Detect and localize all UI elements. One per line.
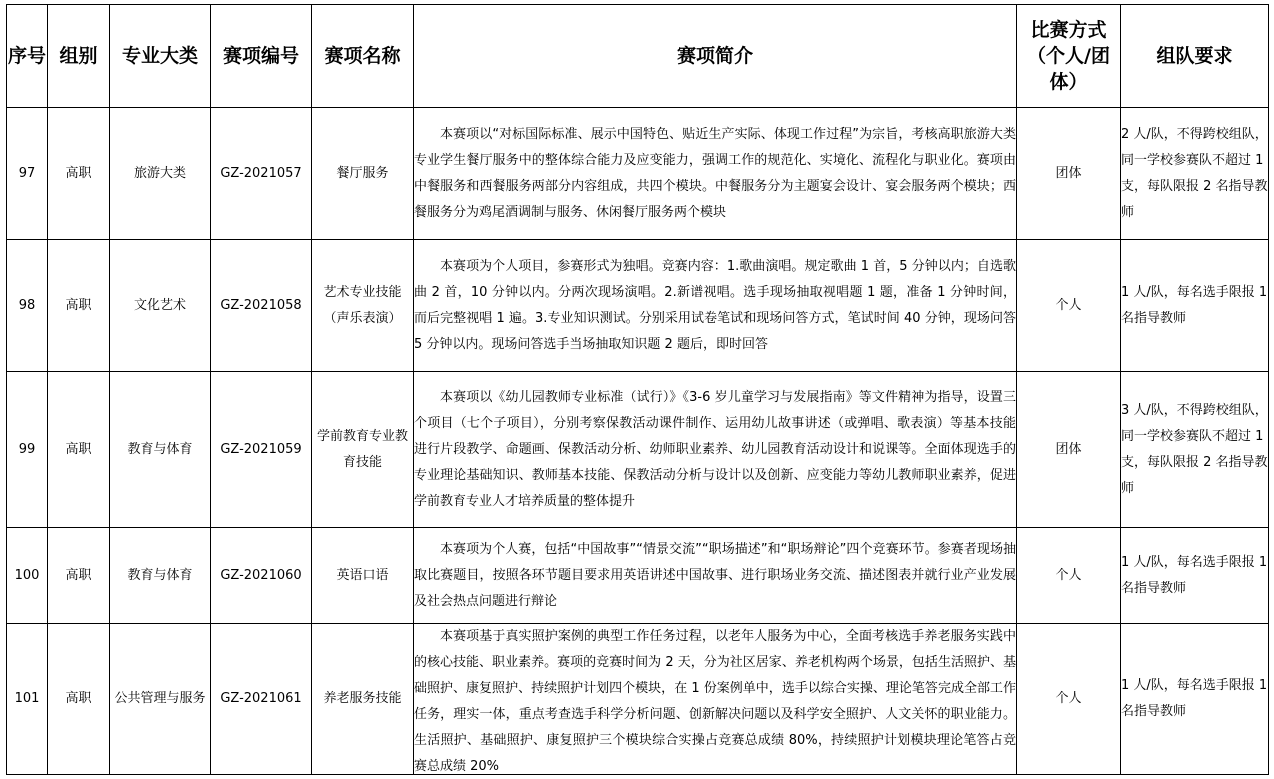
cell-mode: 个人	[1017, 528, 1121, 624]
cell-name: 英语口语	[312, 528, 414, 624]
table-row	[7, 240, 1269, 372]
table-row	[7, 372, 1269, 528]
cell-intro: 本赛项以《幼儿园教师专业标准（试行）》《3-6 岁儿童学习与发展指南》等文件精神为指导，设置三个项目（七个子项目），分别考察保教活动课件制作、运用幼儿故事讲述（或弹唱、歌表演）等基本技能进行片段教学、命题画、保教活动分析、幼师职业素养、幼儿园教育活动设计和说课等。全面体现选手的专业理论基础知识、教师基本技能、保教活动分析与设计以及创新、应变能力等幼儿教师职业素养，促进学前教育专业人才培养质量的整体提升	[414, 372, 1017, 528]
table-row	[7, 528, 1269, 624]
cell-intro: 本赛项为个人赛，包括“中国故事”“情景交流”“职场描述”和“职场辩论”四个竞赛环节。参赛者现场抽取比赛题目，按照各环节题目要求用英语讲述中国故事、进行职场业务交流、描述图表并就行业产业发展及社会热点问题进行辩论	[414, 528, 1017, 624]
cell-seq: 99	[7, 372, 48, 528]
cell-code: GZ-2021057	[211, 108, 312, 240]
cell-code: GZ-2021061	[211, 624, 312, 775]
header-team: 组队要求	[1121, 5, 1269, 108]
cell-intro: 本赛项以“对标国际标准、展示中国特色、贴近生产实际、体现工作过程”为宗旨，考核高职旅游大类专业学生餐厅服务中的整体综合能力及应变能力，强调工作的规范化、实境化、流程化与职业化。赛项由中餐服务和西餐服务两部分内容组成，共四个模块。中餐服务分为主题宴会设计、宴会服务两个模块；西餐服务分为鸡尾酒调制与服务、休闲餐厅服务两个模块	[414, 108, 1017, 240]
cell-group: 高职	[48, 528, 110, 624]
header-row	[7, 5, 1269, 108]
cell-mode: 个人	[1017, 624, 1121, 775]
cell-seq: 101	[7, 624, 48, 775]
header-seq: 序号	[7, 5, 48, 108]
header-group: 组别	[48, 5, 110, 108]
cell-intro: 本赛项为个人项目，参赛形式为独唱。竞赛内容：1.歌曲演唱。规定歌曲 1 首，5 分钟以内；自选歌曲 2 首，10 分钟以内。分两次现场演唱。2.新谱视唱。选手现场抽取视唱题 1 题，准备 1 分钟时间，而后完整视唱 1 遍。3.专业知识测试。分别采用试卷笔试和现场问答方式，笔试时间 40 分钟，现场问答 5 分钟以内。现场问答选手当场抽取知识题 2 题后，即时回答	[414, 240, 1017, 372]
cell-name: 餐厅服务	[312, 108, 414, 240]
cell-team: 3 人/队，不得跨校组队，同一学校参赛队不超过 1 支，每队限报 2 名指导教师	[1121, 372, 1269, 528]
header-name: 赛项名称	[312, 5, 414, 108]
header-category: 专业大类	[110, 5, 211, 108]
cell-team: 1 人/队，每名选手限报 1 名指导教师	[1121, 528, 1269, 624]
cell-team: 1 人/队，每名选手限报 1 名指导教师	[1121, 624, 1269, 775]
cell-mode: 个人	[1017, 240, 1121, 372]
cell-name: 学前教育专业教育技能	[312, 372, 414, 528]
cell-intro-text: 本赛项基于真实照护案例的典型工作任务过程，以老年人服务为中心，全面考核选手养老服务实践中的核心技能、职业素养。赛项的竞赛时间为 2 天，分为社区居家、养老机构两个场景，包括生活照护、基础照护、康复照护、持续照护计划四个模块，在 1 份案例单中，选手以综合实操、理论笔答完成全部工作任务，理实一体，重点考查选手科学分析问题、创新解决问题以及科学安全照护、人文关怀的职业能力。生活照护、基础照护、康复照护三个模块综合实操占竞赛总成绩 80%，持续照护计划模块理论笔答占竞赛总成绩 20%	[414, 629, 1016, 774]
cell-group: 高职	[48, 624, 110, 775]
cell-group: 高职	[48, 240, 110, 372]
cell-seq: 97	[7, 108, 48, 240]
cell-team: 1 人/队，每名选手限报 1 名指导教师	[1121, 240, 1269, 372]
cell-category: 旅游大类	[110, 108, 211, 240]
cell-name: 艺术专业技能（声乐表演）	[312, 240, 414, 372]
cell-category: 教育与体育	[110, 372, 211, 528]
cell-code: GZ-2021059	[211, 372, 312, 528]
cell-team: 2 人/队，不得跨校组队，同一学校参赛队不超过 1 支，每队限报 2 名指导教师	[1121, 108, 1269, 240]
cell-category: 教育与体育	[110, 528, 211, 624]
cell-code: GZ-2021060	[211, 528, 312, 624]
table-row	[7, 624, 1269, 775]
cell-category: 文化艺术	[110, 240, 211, 372]
header-intro: 赛项简介	[414, 5, 1017, 108]
cell-group: 高职	[48, 372, 110, 528]
cell-mode: 团体	[1017, 108, 1121, 240]
header-code: 赛项编号	[211, 5, 312, 108]
cell-seq: 98	[7, 240, 48, 372]
cell-mode: 团体	[1017, 372, 1121, 528]
cell-intro	[414, 624, 1017, 775]
cell-group: 高职	[48, 108, 110, 240]
competition-table	[6, 4, 1269, 775]
header-mode: 比赛方式（个人/团体）	[1017, 5, 1121, 108]
table-row	[7, 108, 1269, 240]
cell-code: GZ-2021058	[211, 240, 312, 372]
cell-name: 养老服务技能	[312, 624, 414, 775]
cell-seq: 100	[7, 528, 48, 624]
cell-category: 公共管理与服务	[110, 624, 211, 775]
